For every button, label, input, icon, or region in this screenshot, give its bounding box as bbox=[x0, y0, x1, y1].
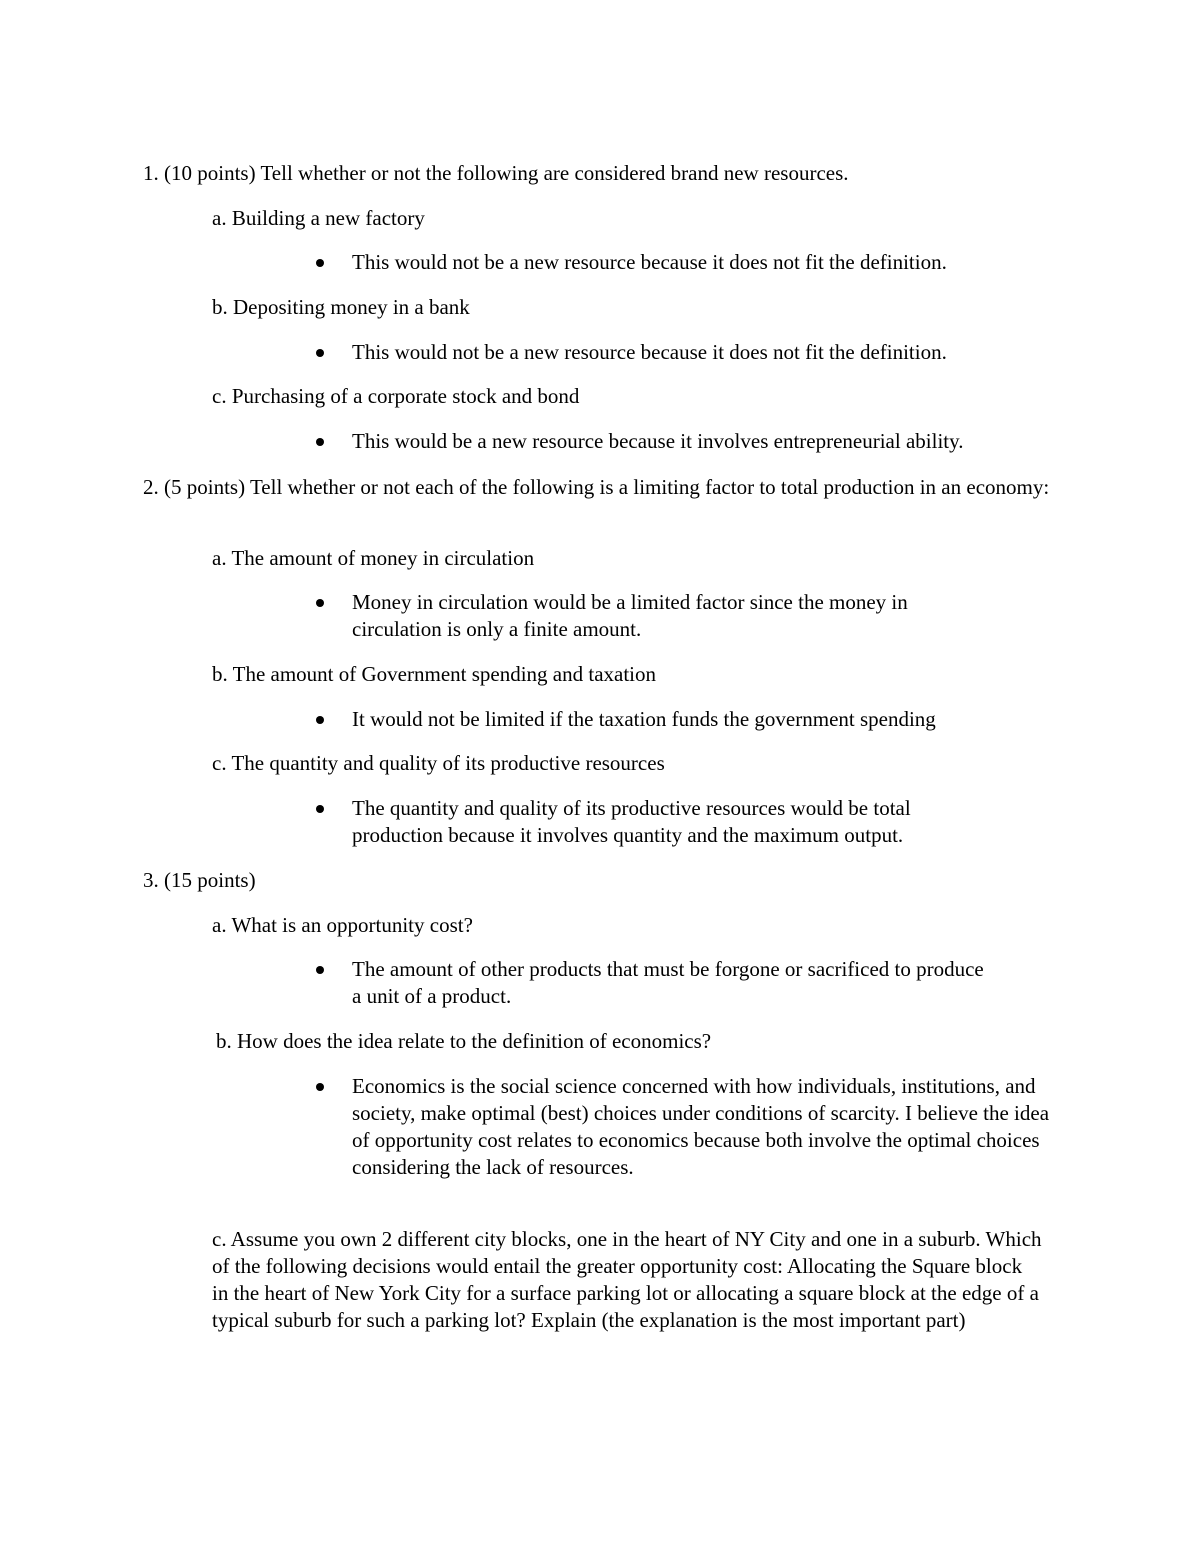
bullet-icon bbox=[316, 966, 324, 974]
q1c-answer bbox=[352, 428, 1052, 455]
q3-title: 3. (15 points) bbox=[143, 868, 256, 892]
q1c-answer-text: This would be a new resource because it involves entrepreneurial ability. bbox=[352, 429, 964, 453]
q2b-answer-text: It would not be limited if the taxation funds the government spending bbox=[352, 707, 936, 731]
bullet-icon bbox=[316, 599, 324, 607]
q1a-answer-text: This would not be a new resource because it does not fit the definition. bbox=[352, 250, 947, 274]
q2a-prompt: a. The amount of money in circulation bbox=[212, 546, 535, 570]
bullet-icon bbox=[316, 438, 324, 446]
bullet-icon bbox=[316, 259, 324, 267]
q2c-answer bbox=[352, 795, 992, 849]
q3c-prompt: c. Assume you own 2 different city blocks, one in the heart of NY City and one in a suburb. Which of the following decisions would entail the greater opportunity cost: Allocating the Square block in the heart of New York City for a surface parking lot or allocating a square block at the edge of a typical suburb for such a parking lot? Explain (the explanation is the most important part) bbox=[212, 1227, 1042, 1332]
q3b-prompt: b. How does the idea relate to the definition of economics? bbox=[216, 1029, 712, 1053]
q3b-answer-text: Economics is the social science concerned with how individuals, institutions, and society, make optimal (best) choices under conditions of scarcity. I believe the idea of opportunity cost relates to economics because both involve the optimal choices considering the lack of resources. bbox=[352, 1074, 1050, 1179]
bullet-icon bbox=[316, 716, 324, 724]
q1c-prompt: c. Purchasing of a corporate stock and bond bbox=[212, 384, 580, 408]
q1a-answer bbox=[352, 249, 1052, 276]
bullet-icon bbox=[316, 1083, 324, 1091]
q3a-answer-text: The amount of other products that must be forgone or sacrificed to produce a unit of a product. bbox=[352, 957, 984, 1008]
bullet-icon bbox=[316, 349, 324, 357]
q3a-answer bbox=[352, 956, 992, 1010]
q2a-answer-text: Money in circulation would be a limited factor since the money in circulation is only a finite amount. bbox=[352, 590, 908, 641]
q1b-answer bbox=[352, 339, 1052, 366]
q2b-answer bbox=[352, 706, 1052, 733]
q2c-prompt: c. The quantity and quality of its productive resources bbox=[212, 751, 665, 775]
bullet-icon bbox=[316, 805, 324, 813]
q1b-prompt: b. Depositing money in a bank bbox=[212, 295, 470, 319]
q2a-answer bbox=[352, 589, 992, 643]
q3b-answer bbox=[352, 1073, 1052, 1181]
q1-title: 1. (10 points) Tell whether or not the following are considered brand new resources. bbox=[143, 161, 849, 185]
q1b-answer-text: This would not be a new resource because it does not fit the definition. bbox=[352, 340, 947, 364]
q2c-answer-text: The quantity and quality of its productive resources would be total production because it involves quantity and the maximum output. bbox=[352, 796, 911, 847]
q2-title: 2. (5 points) Tell whether or not each of the following is a limiting factor to total production in an economy: bbox=[143, 475, 1050, 499]
q2b-prompt: b. The amount of Government spending and taxation bbox=[212, 662, 657, 686]
q1a-prompt: a. Building a new factory bbox=[212, 206, 425, 230]
q3a-prompt: a. What is an opportunity cost? bbox=[212, 913, 473, 937]
